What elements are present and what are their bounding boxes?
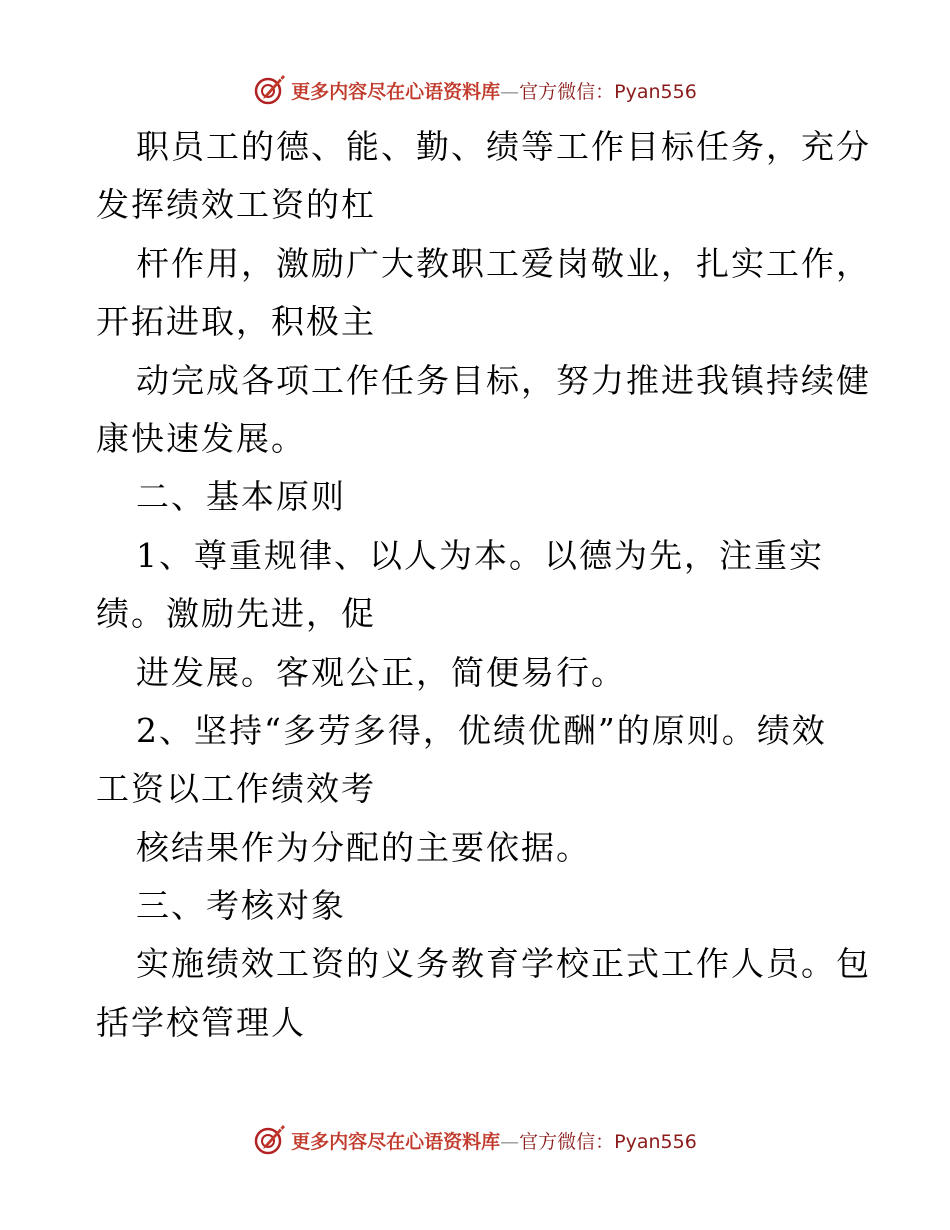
quill-pen-logo-icon xyxy=(253,73,287,107)
banner-separator: — xyxy=(500,80,520,103)
document-body xyxy=(96,118,871,1052)
body-text-line: 动完成各项工作任务目标，努力推进我镇持续健 xyxy=(136,360,871,400)
body-text-line: 三、考核对象 xyxy=(136,886,346,926)
body-text-line: 核结果作为分配的主要依据。 xyxy=(136,827,591,867)
body-text-line: 2、坚持“多劳多得，优绩优酬”的原则。绩效 xyxy=(136,710,827,750)
quill-pen-logo-icon xyxy=(253,1123,287,1157)
header-banner xyxy=(0,70,950,110)
body-text-line: 括学校管理人 xyxy=(96,1002,306,1042)
body-text-line: 绩。激励先进，促 xyxy=(96,594,376,634)
body-text-line: 1、尊重规律、以人为本。以德为先，注重实 xyxy=(136,535,824,575)
banner-wechat: 官方微信：Pyan556 xyxy=(519,80,697,103)
banner-brand: 更多内容尽在心语资料库 xyxy=(291,1130,501,1153)
banner-text xyxy=(291,77,697,104)
body-text-line: 二、基本原则 xyxy=(136,477,346,517)
body-text-line: 实施绩效工资的义务教育学校正式工作人员。包 xyxy=(136,944,871,984)
footer-banner xyxy=(0,1120,950,1160)
body-text-line: 开拓进取，积极主 xyxy=(96,302,376,342)
body-text-line: 工资以工作绩效考 xyxy=(96,769,376,809)
body-text-line: 职员工的德、能、勤、绩等工作目标任务，充分 xyxy=(136,127,871,166)
body-text-line: 康快速发展。 xyxy=(96,418,306,458)
body-text-line: 进发展。客观公正，简便易行。 xyxy=(136,652,626,692)
banner-separator: — xyxy=(500,1130,520,1153)
body-text-line: 发挥绩效工资的杠 xyxy=(96,185,376,225)
body-text-line: 杆作用，激励广大教职工爱岗敬业，扎实工作， xyxy=(136,243,871,283)
banner-text xyxy=(291,1127,697,1154)
banner-brand: 更多内容尽在心语资料库 xyxy=(291,80,501,103)
banner-wechat: 官方微信：Pyan556 xyxy=(519,1130,697,1153)
